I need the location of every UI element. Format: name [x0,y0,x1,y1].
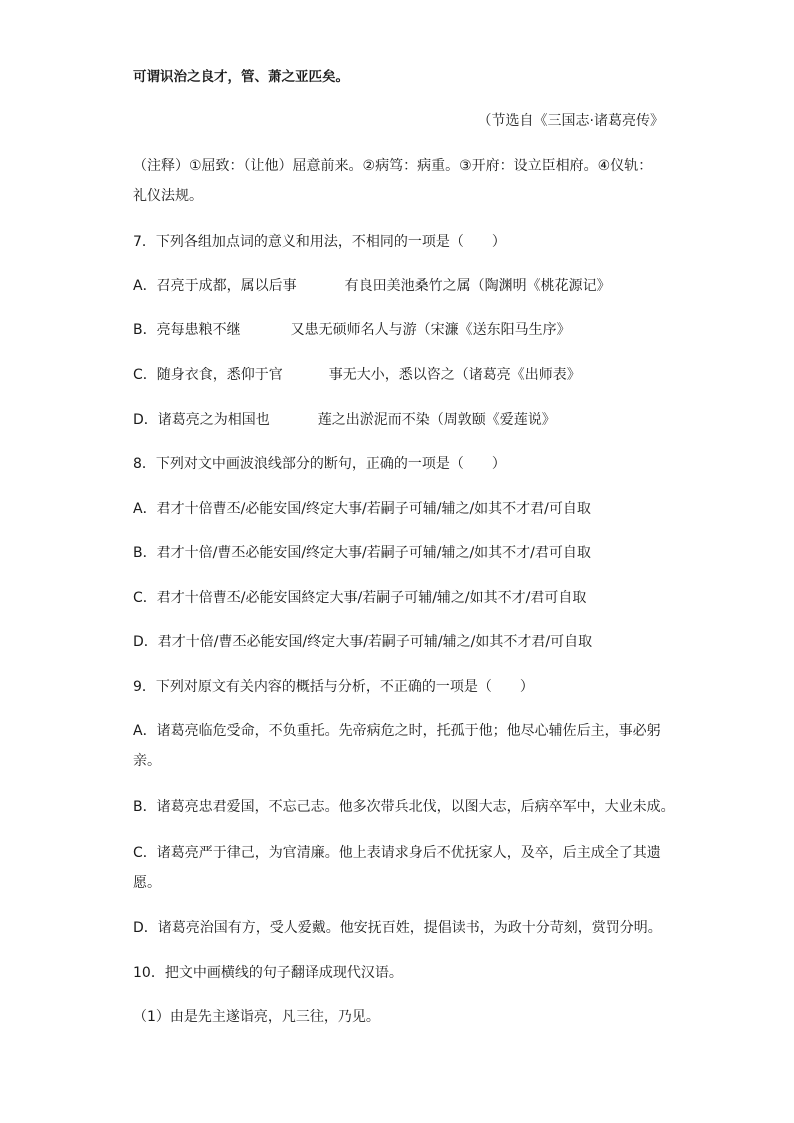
question-8-stem: 8．下列对文中画波浪线部分的断句，正确的一项是（ ） [133,456,506,472]
passage-last-line: 可谓识治之良才，管、萧之亚匹矣。 [133,69,349,85]
question-10-item-1: （1）由是先主遂诣亮，凡三往，乃见。 [133,1009,380,1025]
question-7-option-d [133,410,556,430]
option-a-left: A．召亮于成都，属以后事 [133,278,297,294]
option-c-right: 事无大小，悉以咨之（诸葛亮《出师表》 [328,367,581,383]
option-a-right: 有良田美池桑竹之属（陶渊明《桃花源记》 [344,278,611,294]
option-b-left: B．亮每患粮不继 [133,322,241,338]
option-d-left: D．诸葛亮之为相国也 [133,412,270,428]
source-citation: （节选自《三国志·诸葛亮传》 [477,113,664,129]
question-8-option-d: D．君才十倍/曹丕必能安国/终定大事/若嗣子可辅/辅之/如其不才君/可自取 [133,634,593,650]
question-9-option-c-line-2: 愿。 [133,875,161,891]
annotation-line-1: （注释）①屈致：（让他）屈意前来。②病笃：病重。③开府：设立臣相府。④仪轨： [133,158,653,174]
option-d-right: 莲之出淤泥而不染（周敦颐《爱莲说》 [317,412,556,428]
option-b-right: 又患无硕师名人与游（宋濂《送东阳马生序》 [290,322,571,338]
question-7-stem: 7．下列各组加点词的意义和用法，不相同的一项是（ ） [133,234,506,250]
question-9-option-d: D．诸葛亮治国有方，受人爱戴。他安抚百姓，提倡读书，为政十分苛刻，赏罚分明。 [133,920,662,936]
question-7-option-b [133,320,571,340]
question-10-stem: 10．把文中画横线的句子翻译成现代汉语。 [133,965,403,981]
question-9-option-a-line-2: 亲。 [133,753,161,769]
annotation-line-2: 礼仪法规。 [133,188,203,204]
question-9-stem: 9．下列对原文有关内容的概括与分析，不正确的一项是（ ） [133,679,534,695]
question-7-option-c [133,365,581,385]
question-9-option-b: B．诸葛亮忠君爱国，不忘己志。他多次带兵北伐，以图大志，后病卒军中，大业未成。 [133,799,675,815]
question-8-option-b: B．君才十倍/曹丕必能安国/终定大事/若嗣子可辅/辅之/如其不才/君可自取 [133,545,591,561]
question-7-option-a [133,276,611,296]
question-9-option-c-line-1: C．诸葛亮严于律己，为官清廉。他上表请求身后不优抚家人，及卒，后主成全了其遗 [133,845,661,861]
option-c-left: C．随身衣食，悉仰于官 [133,367,283,383]
question-8-option-c: C．君才十倍曹丕/必能安国終定大事/若嗣子可辅/辅之/如其不才/君可自取 [133,590,587,606]
question-9-option-a-line-1: A．诸葛亮临危受命，不负重托。先帝病危之时，托孤于他；他尽心辅佐后主，事必躬 [133,723,661,739]
question-8-option-a: A．君才十倍曹丕/必能安国/终定大事/若嗣子可辅/辅之/如其不才君/可自取 [133,501,591,517]
